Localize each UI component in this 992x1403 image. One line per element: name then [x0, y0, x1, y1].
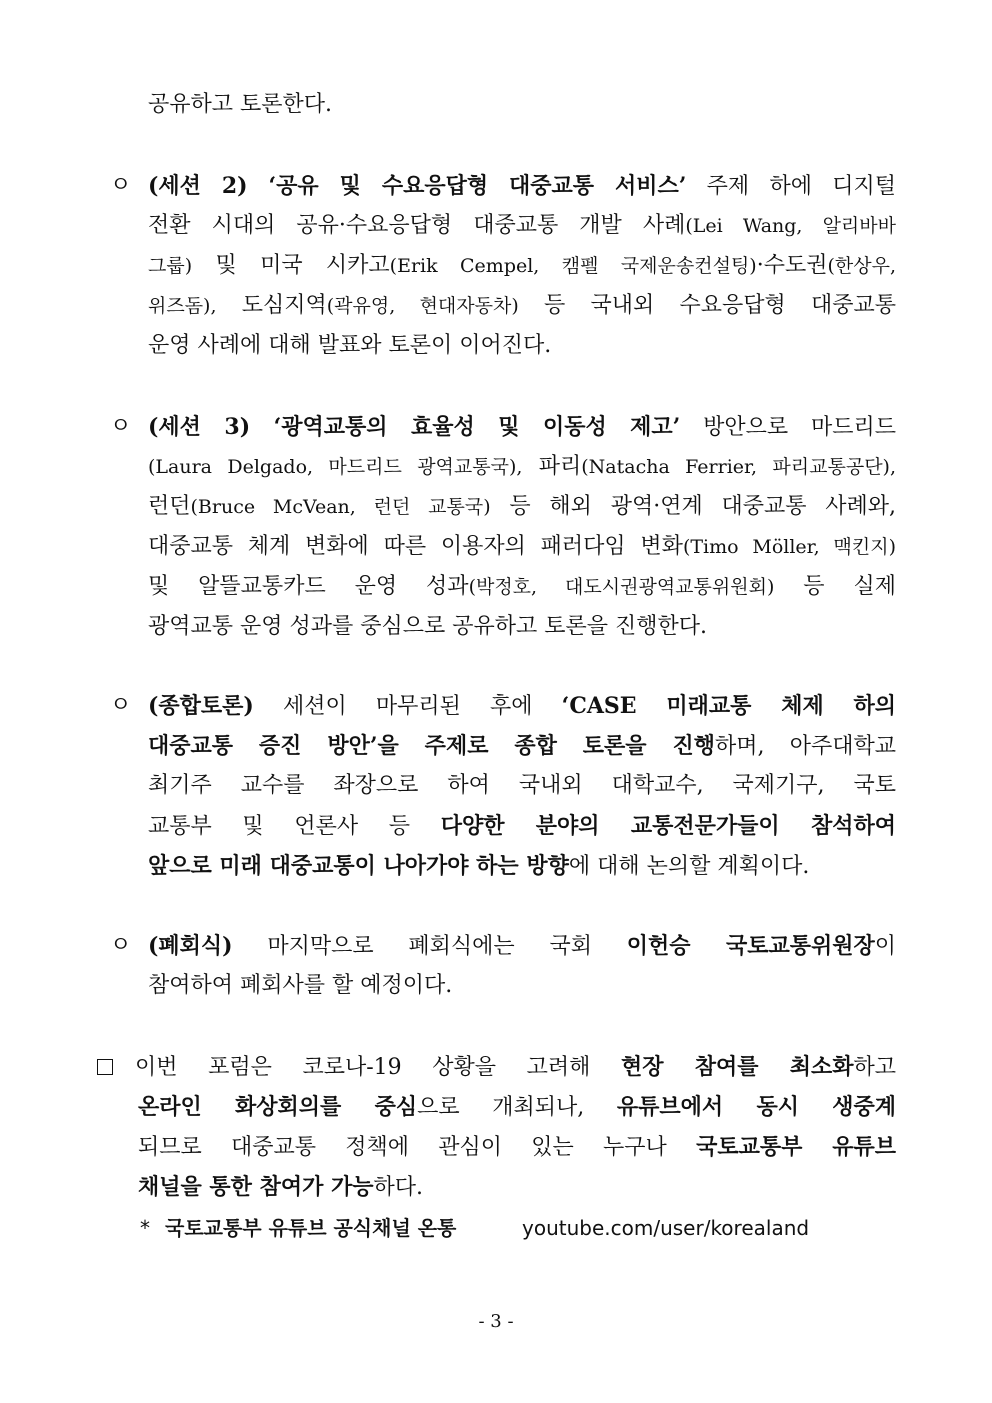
session3-line-4: 대중교통 체계 변화에 따른 이용자의 패러다임 변화(Timo Möller, 맥킨지)	[148, 534, 896, 559]
closing-line-2: 참여하여 폐회사를 할 예정이다.	[148, 973, 453, 998]
discussion-line-5: 앞으로 미래 대중교통이 나아가야 하는 방향에 대해 논의할 계획이다.	[148, 853, 810, 879]
bullet-mark: ㅇ	[110, 933, 132, 958]
forum-line-4: 채널을 통한 참여가 가능하다.	[138, 1174, 423, 1200]
discussion-line-3: 최기주 교수를 좌장으로 하여 국내외 대학교수, 국제기구, 국토	[148, 773, 896, 798]
session2-line-5: 운영 사례에 대해 발표와 토론이 이어진다.	[148, 333, 552, 358]
discussion-line-4: 교통부 및 언론사 등 다양한 분야의 교통전문가들이 참석하여	[148, 813, 896, 839]
page-number: - 3 -	[478, 1311, 514, 1332]
youtube-link[interactable]: youtube.com/user/korealand	[522, 1216, 810, 1240]
session2-line-2: 전환 시대의 공유·수요응답형 대중교통 개발 사례(Lei Wang, 알리바바	[148, 213, 896, 238]
bullet-mark: ㅇ	[110, 693, 132, 718]
session2-line-3: 그룹) 및 미국 시카고(Erik Cempel, 캠펠 국제운송컨설팅)·수도권(한상우,	[148, 253, 896, 278]
session3-line-1: (세션 3) ‘광역교통의 효율성 및 이동성 제고’ 방안으로 마드리드	[148, 414, 896, 440]
forum-line-3: 되므로 대중교통 정책에 관심이 있는 누구나 국토교통부 유튜브	[138, 1134, 896, 1160]
session2-line-1: (세션 2) ‘공유 및 수요응답형 대중교통 서비스’ 주제 하에 디지털	[148, 173, 897, 199]
session2-line-4: 위즈돔), 도심지역(곽유영, 현대자동차) 등 국내외 수요응답형 대중교통	[148, 293, 896, 318]
discussion-line-2: 대중교통 증진 방안’을 주제로 종합 토론을 진행하며, 아주대학교	[148, 733, 896, 759]
bullet-mark: ㅇ	[110, 414, 132, 439]
footnote	[0, 1208, 992, 1248]
session3-line-6: 광역교통 운영 성과를 중심으로 공유하고 토론을 진행한다.	[148, 614, 708, 639]
checkbox-mark	[97, 1059, 113, 1075]
session3-line-3: 런던(Bruce McVean, 런던 교통국) 등 해외 광역·연계 대중교통 사례와,	[148, 494, 896, 519]
forum-line-1: 이번 포럼은 코로나-19 상황을 고려해 현장 참여를 최소화하고	[135, 1054, 896, 1080]
footnote-star: *	[140, 1216, 150, 1240]
session3-line-5: 및 알뜰교통카드 운영 성과(박정호, 대도시권광역교통위원회) 등 실제	[148, 574, 896, 599]
discussion-line-1: (종합토론) 세션이 마무리된 후에 ‘CASE 미래교통 체제 하의	[148, 693, 897, 719]
session3-line-2: (Laura Delgado, 마드리드 광역교통국), 파리(Natacha Ferrier, 파리교통공단),	[148, 454, 896, 479]
forum-line-2: 온라인 화상회의를 중심으로 개최되나, 유튜브에서 동시 생중계	[138, 1094, 897, 1120]
closing-line-1: (폐회식) 마지막으로 폐회식에는 국회 이헌승 국토교통위원장이	[148, 933, 897, 959]
intro-text: 공유하고 토론한다.	[148, 92, 333, 117]
bullet-mark: ㅇ	[110, 173, 132, 198]
footnote-label: 국토교통부 유튜브 공식채널 온통	[165, 1216, 457, 1240]
intro-line	[0, 85, 992, 125]
